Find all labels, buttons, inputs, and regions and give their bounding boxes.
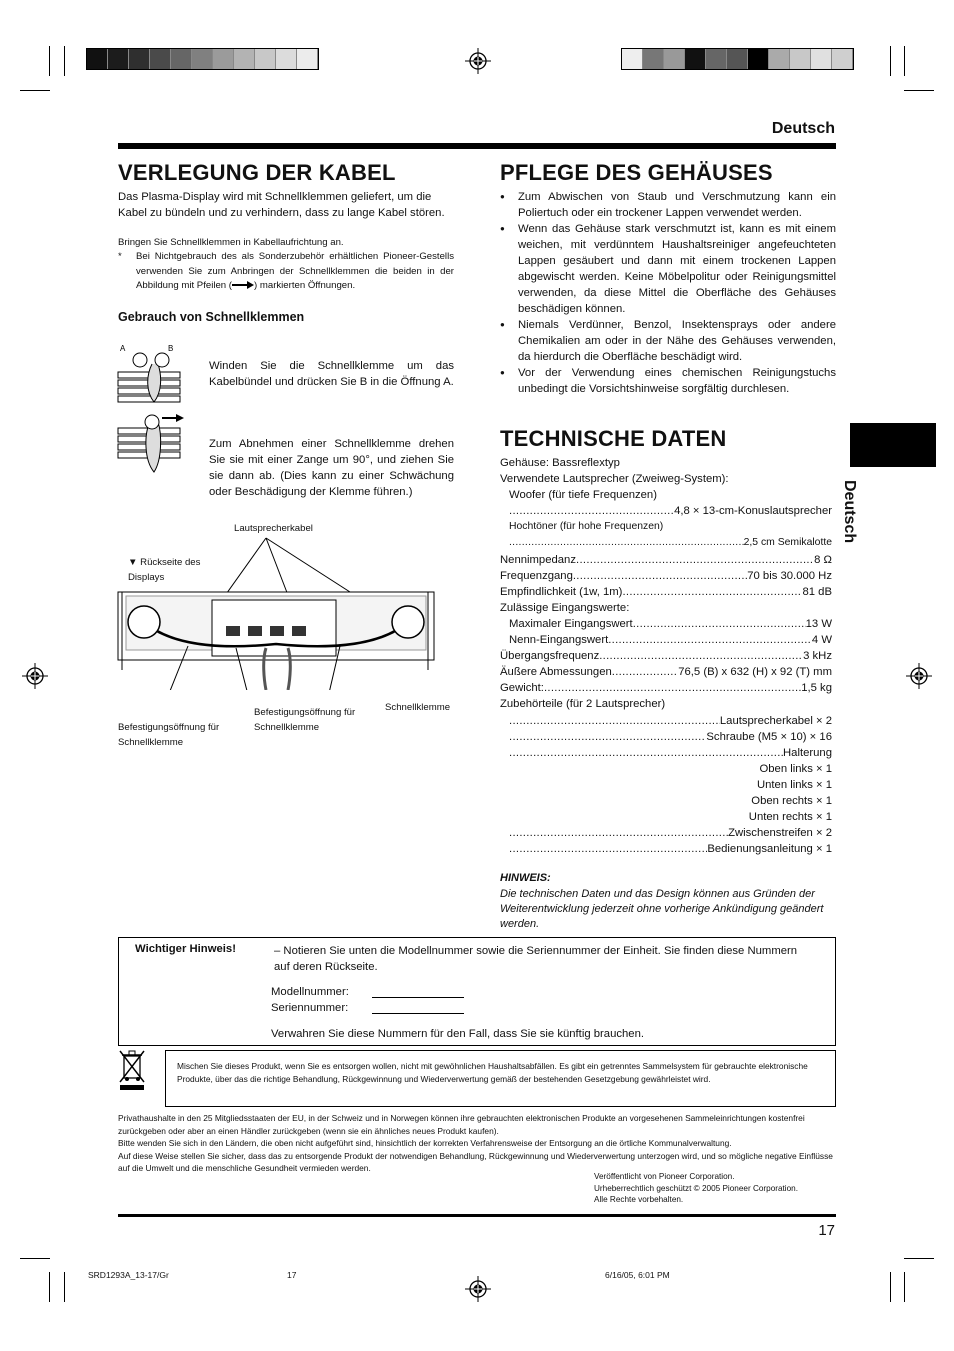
spec-crossover-value: 3 kHz [803, 650, 832, 663]
registration-mark-icon [22, 663, 48, 689]
note-title: HINWEIS: [500, 872, 551, 884]
disposal-notice-text: Mischen Sie dieses Produkt, wenn Sie es entsorgen wollen, nicht mit gewöhnlichen Haushaltsabfällen. Es gibt ein getrenntes Sammelsystem für gebrauchte elektronische Produkte, über das die richtige Behandlung, Rückgewinnung und Wiederverwertung gemäß der bestehenden Gesetzgebung gewährleistet wird. [177, 1061, 808, 1084]
spec-housing: Gehäuse: Bassreflextyp [500, 457, 620, 469]
serial-number-field[interactable] [372, 1013, 464, 1014]
crop-mark [20, 1258, 50, 1259]
clamp-remove-text: Zum Abnehmen einer Schnellklemme drehen Sie sie mit einer Zange um 90°, und ziehen Sie sie dann ab. (Dies kann zu einer Schwächung oder Beschädigung der Klemme führen.) [209, 438, 454, 498]
cable-hint-holes-text: Bei Nichtgebrauch des als Sonderzubehör erhältlichen Pioneer-Gestells verwenden Sie zum Anbringen der Schnellklemmen die beiden in der Abbildung mit Pfeilen ( [136, 251, 454, 291]
language-header: Deutsch [771, 120, 835, 137]
spec-acc-bracket: Halterung [783, 746, 832, 759]
disposal-paragraph: Privathaushalte in den 25 Mitgliedsstaaten der EU, in der Schweiz und in Norwegen können ihre gebrauchten elektronischen Produkte an vorgesehenen Sammeleinrichtungen kostenfrei zurückgeben oder aber an einen Händler zurückgeben (wenn sie ein ähnliches neues Produkt kaufen). [118, 1113, 805, 1136]
keep-numbers-text: Verwahren Sie diese Nummern für den Fall, dass Sie sie künftig brauchen. [271, 1028, 644, 1040]
language-side-tab [850, 423, 936, 467]
care-bullet: ● Wenn das Gehäuse stark verschmutzt ist, kann es mit einem weichen, mit verdünntem Haushaltsreiniger angefeuchteten Lappen gesäubert und dann mit einem trockenen Lappen abgewischt werden. Keine Möbelpolitur oder Reinigungsmittel verwenden, da diese Mittel die Oberfläche des Gehäuses beschädigen können. [500, 221, 836, 317]
crop-mark [64, 1272, 65, 1302]
side-language-label: Deutsch [841, 480, 858, 544]
header-rule [118, 143, 836, 149]
spec-dimensions: Äußere Abmessungen [500, 666, 612, 679]
display-back-diagram [116, 530, 456, 690]
display-back-label: ▼ Rückseite des Displays [128, 557, 201, 583]
important-notice-box [118, 937, 836, 1046]
crop-mark [49, 1272, 50, 1302]
clamp-fasten-illustration [116, 340, 188, 406]
label-a: A [120, 344, 126, 353]
spec-woofer-value: 4,8 × 13-cm-Konuslautsprecher [674, 505, 832, 518]
spec-max-input: Maximaler Eingangswert [509, 617, 633, 630]
crop-mark [890, 46, 891, 76]
spec-tweeter: Hochtöner (für hohe Frequenzen) [509, 521, 664, 533]
slug-file: SRD1293A_13-17/Gr [88, 1270, 169, 1280]
spec-sensitivity: Empfindlichkeit (1w, 1m) [500, 585, 623, 598]
disposal-notice-box [165, 1050, 836, 1107]
spec-acc-manual: Bedienungsanleitung × 1 [707, 843, 832, 856]
model-number-label: Modellnummer: [271, 986, 349, 998]
spec-impedance: Nennimpedanz [500, 553, 576, 566]
spec-dimensions-value: 76,5 (B) x 632 (H) x 92 (T) mm [678, 666, 832, 679]
spec-woofer: Woofer (für tiefe Frequenzen) [509, 489, 657, 502]
label-b: B [168, 344, 174, 353]
spec-acc-bracket-ur: Oben rechts × 1 [751, 794, 832, 807]
spec-frequency-value: 70 bis 30.000 Hz [747, 569, 832, 582]
serial-number-label: Seriennummer: [271, 1002, 349, 1014]
specs-title: TECHNISCHE DATEN [500, 426, 727, 451]
model-number-field[interactable] [372, 997, 464, 998]
spec-max-input-value: 13 W [805, 617, 832, 630]
cable-intro: Das Plasma-Display wird mit Schnellklemmen geliefert, um die Kabel zu bündeln und zu verhindern, dass zu lange Kabel stören. [118, 191, 445, 219]
care-bullet: ● Niemals Verdünner, Benzol, Insektensprays oder andere Chemikalien am oder in der Nähe des Gehäuses verwenden, da hierdurch die Oberfläche beschädigt wird. [500, 317, 836, 365]
spec-input: Zulässige Eingangswerte: [500, 601, 630, 614]
spec-speakers: Verwendete Lautsprecher (Zweiweg-System): [500, 473, 729, 486]
note-text: Die technischen Daten und das Design können aus Gründen der Weiterentwicklung jederzeit ohne vorherige Ankündigung geändert werden. [500, 888, 824, 930]
spec-acc-bracket-ul: Oben links × 1 [759, 762, 832, 775]
spec-acc-screw: Schraube (M5 × 10) × 16 [706, 730, 832, 743]
specs-table [500, 455, 832, 857]
disposal-paragraph: Bitte wenden Sie sich in den Ländern, die oben nicht aufgeführt sind, hinsichtlich der korrekten Verfahrensweise der Entsorgung an die örtliche Kommunalverwaltung. [118, 1138, 732, 1148]
crop-mark [904, 90, 934, 91]
crop-mark [904, 1258, 934, 1259]
color-bar-left [86, 48, 319, 70]
slug-page: 17 [287, 1270, 297, 1280]
clamp-remove-illustration [116, 410, 188, 476]
clamp-label: Schnellklemme [385, 702, 451, 713]
crop-mark [890, 1272, 891, 1302]
spec-impedance-value: 8 Ω [814, 553, 832, 566]
spec-weight-value: 1,5 kg [801, 682, 832, 695]
important-notice-text: – Notieren Sie unten die Modellnummer sowie die Seriennummer der Einheit. Sie finden diese Nummern auf deren Rückseite. [274, 945, 798, 973]
spec-acc-bracket-ll: Unten links × 1 [756, 778, 832, 791]
crop-mark [904, 46, 905, 76]
publisher-line: Veröffentlicht von Pioneer Corporation. [594, 1172, 735, 1181]
spec-nominal-input: Nenn-Eingangswert [509, 634, 609, 647]
spec-accessories: Zubehörteile (für 2 Lautsprecher) [500, 698, 666, 711]
registration-mark-icon [906, 663, 932, 689]
disposal-paragraph: Auf diese Weise stellen Sie sicher, dass das zu entsorgende Produkt der notwendigen Behandlung, Rückgewinnung und Wiederverwertung unterzogen wird, und so mögliche negative Einflüsse auf die Umwelt und die menschliche Gesundheit vermieden werden. [118, 1150, 833, 1173]
publisher-info [594, 1171, 836, 1206]
spec-nominal-input-value: 4 W [811, 634, 832, 647]
mount-hole-label-1: Befestigungsöffnung für Schnellklemme [118, 722, 220, 748]
color-bar-right [621, 48, 854, 70]
spec-acc-bracket-lr: Unten rechts × 1 [748, 811, 832, 824]
care-bullet: ● Zum Abwischen von Staub und Verschmutzung kann ein Poliertuch oder ein trockener Lappen verwendet werden. [500, 189, 836, 221]
spec-crossover: Übergangsfrequenz [500, 650, 600, 663]
care-list [500, 189, 836, 397]
page-number: 17 [818, 1222, 835, 1239]
publisher-line: Urheberrechtlich geschützt © 2005 Pioneer Corporation. [594, 1183, 799, 1193]
cable-hint-direction: Bringen Sie Schnellklemmen in Kabellaufrichtung an. [118, 237, 344, 248]
care-bullet: ● Vor der Verwendung eines chemischen Reinigungstuchs unbedingt die Vorsichtshinweise sorgfältig durchlesen. [500, 365, 836, 397]
cable-hint-holes-end: ) markierten Öffnungen. [254, 280, 356, 291]
mount-hole-label-2: Befestigungsöffnung für Schnellklemme [254, 707, 356, 733]
footer-rule [118, 1214, 836, 1217]
crossed-bin-icon [118, 1049, 146, 1091]
cable-routing-title: VERLEGUNG DER KABEL [118, 160, 396, 185]
disposal-details [118, 1112, 836, 1175]
crop-mark [904, 1272, 905, 1302]
publisher-line: Alle Rechte vorbehalten. [594, 1195, 684, 1204]
clamp-usage-subhead: Gebrauch von Schnellklemmen [118, 310, 305, 324]
slug-date: 6/16/05, 6:01 PM [605, 1270, 670, 1280]
crop-mark [49, 46, 50, 76]
registration-mark-icon [465, 48, 491, 74]
spec-acc-cable: Lautsprecherkabel × 2 [719, 714, 832, 727]
care-title: PFLEGE DES GEHÄUSES [500, 160, 773, 185]
cable-hint-holes: * Bei Nichtgebrauch des als Sonderzubehör erhältlichen Pioneer-Gestells verwenden Sie zum Anbringen der Schnellklemmen die beiden in der Abbildung mit Pfeilen ( ) markierten Öffnungen. [118, 251, 454, 291]
crop-mark [20, 90, 50, 91]
spec-weight: Gewicht: [500, 682, 544, 695]
spec-frequency: Frequenzgang [500, 569, 573, 582]
registration-mark-icon [465, 1276, 491, 1302]
clamp-fasten-text: Winden Sie die Schnellklemme um das Kabelbündel und drücken Sie B in die Öffnung A. [209, 360, 454, 388]
important-notice-label: Wichtiger Hinweis! [135, 943, 236, 955]
spec-acc-spacer: Zwischenstreifen × 2 [728, 827, 832, 840]
speaker-cable-label: Lautsprecherkabel [234, 523, 313, 534]
spec-tweeter-value: 2,5 cm Semikalotte [743, 537, 832, 549]
arrow-right-icon [232, 281, 254, 289]
spec-sensitivity-value: 81 dB [802, 585, 832, 598]
crop-mark [64, 46, 65, 76]
